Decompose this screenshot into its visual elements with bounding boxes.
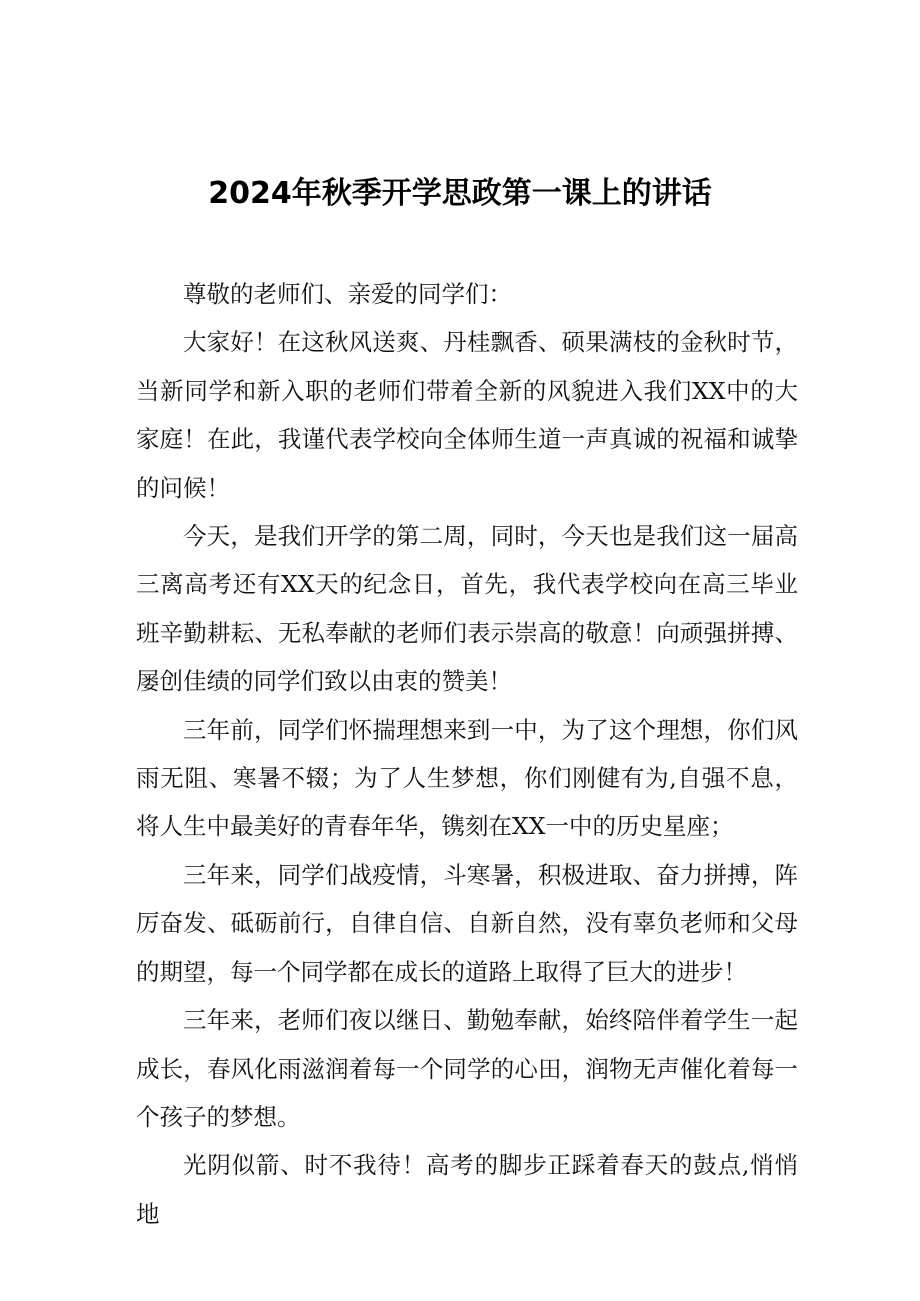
paragraph-greeting: 大家好！在这秋风送爽、丹桂飘香、硕果满枝的金秋时节，当新同学和新入职的老师们带着全新的风貌进入我们XX中的大家庭！在此，我谨代表学校向全体师生道一声真诚的祝福和诚挚的问候！: [136, 328, 798, 502]
document-title: 2024年秋季开学思政第一课上的讲话: [208, 176, 712, 211]
paragraph-teachers-dedication: 三年来，老师们夜以继日、勤勉奉献，始终陪伴着学生一起成长，春风化雨滋润着每一个同学的心田，润物无声催化着每一个孩子的梦想。: [136, 1006, 798, 1131]
paragraph-three-years-ago: 三年前，同学们怀揣理想来到一中，为了这个理想，你们风雨无阻、寒暑不辍；为了人生梦想，你们刚健有为,自强不息，将人生中最美好的青春年华，镌刻在XX一中的历史星座；: [136, 715, 798, 841]
paragraph-students-progress: 三年来，同学们战疫情，斗寒暑，积极进取、奋力拼搏，阵厉奋发、砥砺前行，自律自信、自新自然，没有辜负老师和父母的期望，每一个同学都在成长的道路上取得了巨大的进步！: [136, 860, 798, 986]
paragraph-second-week: 今天，是我们开学的第二周，同时，今天也是我们这一届高三离高考还有XX天的纪念日，首先，我代表学校向在高三毕业班辛勤耕耘、无私奉献的老师们表示崇高的敬意！向顽强拼搏、屡创佳绩的同学们致以由衷的赞美！: [136, 522, 798, 696]
paragraph-time-flies: 光阴似箭、时不我待！高考的脚步正踩着春天的鼓点,悄悄地: [136, 1151, 798, 1228]
document-body: [136, 270, 798, 1238]
paragraph-salutation: 尊敬的老师们、亲爱的同学们：: [183, 280, 512, 308]
